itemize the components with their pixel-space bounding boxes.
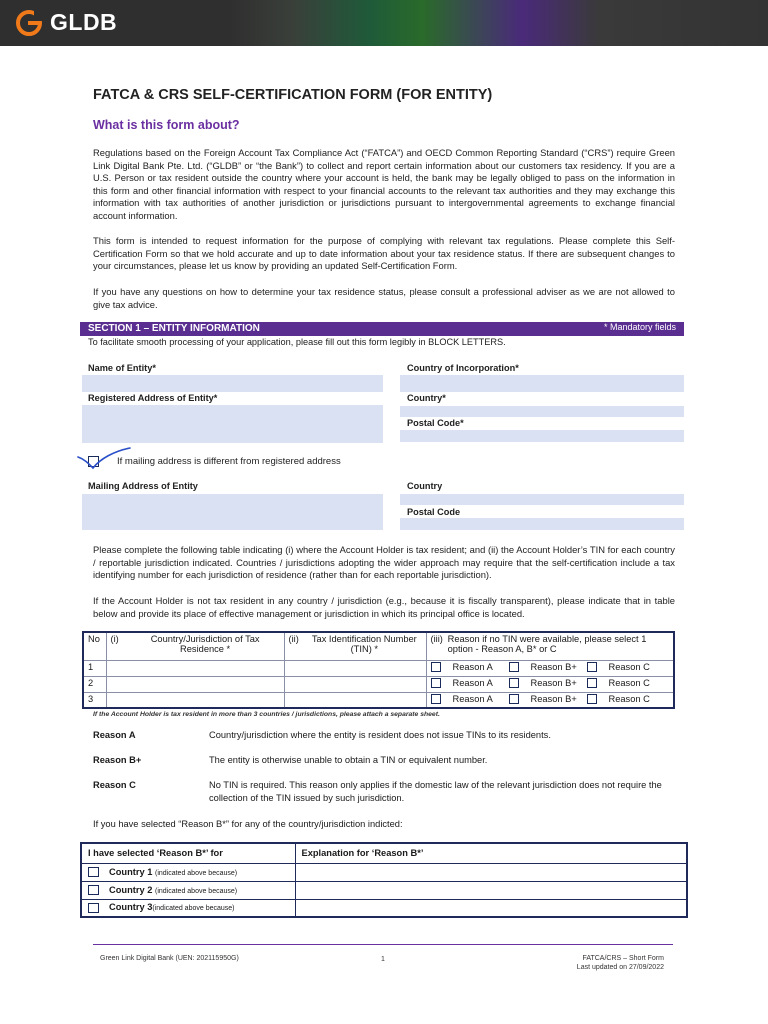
- tin-cell-1[interactable]: [284, 660, 426, 676]
- reason-b-definition: The entity is otherwise unable to obtain a TIN or equivalent number.: [209, 755, 488, 765]
- col-no: No: [83, 632, 106, 660]
- country-3-checkbox[interactable]: [88, 903, 99, 913]
- reason-a-term: Reason A: [93, 730, 136, 740]
- reason-a-definition: Country/jurisdiction where the entity is resident does not issue TINs to its residents.: [209, 730, 551, 740]
- section-1-header: [80, 322, 684, 336]
- tin-instructions-2: If the Account Holder is not tax resident in any country / jurisdiction (e.g., because it is fiscally transparent), please indicate that in table below and provide its place of effective management or jurisdiction in which its principal office is located.: [93, 595, 675, 619]
- reason-c-checkbox-2[interactable]: [587, 678, 597, 688]
- block-letters-note: To facilitate smooth processing of your application, please fill out this form legibly in BLOCK LETTERS.: [88, 337, 506, 347]
- postal-code-label: Postal Code*: [407, 418, 464, 428]
- table-row: Country 1 (indicated above because): [81, 863, 687, 881]
- country-label: Country*: [407, 393, 446, 403]
- country-2-checkbox[interactable]: [88, 885, 99, 895]
- country-cell-1[interactable]: [106, 660, 284, 676]
- intro-paragraph-2: This form is intended to request information for the purpose of complying with relevant tax regulations. Please complete this Self-Certification Form so that we hold accurate and up to date information about your tax residence status. If there are subsequent changes to your circumstances, please let us know by providing an updated Self-Certification Form.: [93, 235, 675, 272]
- footer-divider: [93, 944, 673, 945]
- reason-b-checkbox-3[interactable]: [509, 694, 519, 704]
- section-1-label: SECTION 1 – ENTITY INFORMATION: [88, 323, 260, 334]
- explanation-header: Explanation for ‘Reason B*’: [295, 843, 687, 863]
- mailing-postal-code-input[interactable]: [400, 518, 684, 530]
- explanation-input-2[interactable]: [295, 881, 687, 899]
- mailing-country-label: Country: [407, 481, 443, 491]
- mailing-address-input[interactable]: [82, 494, 383, 530]
- reason-c-checkbox-1[interactable]: [587, 662, 597, 672]
- name-of-entity-label: Name of Entity*: [88, 363, 156, 373]
- table-row: 1 Reason A Reason B+ Reason C: [83, 660, 674, 676]
- selected-for-header: I have selected ‘Reason B*’ for: [81, 843, 295, 863]
- table-row: 3 Reason A Reason B+ Reason C: [83, 692, 674, 708]
- country-of-incorporation-input[interactable]: [400, 375, 684, 392]
- reason-a-checkbox-2[interactable]: [431, 678, 441, 688]
- tin-table: [82, 631, 675, 709]
- col-reason: (iii) Reason if no TIN were available, please select 1 option - Reason A, B* or C: [426, 632, 674, 660]
- form-subtitle: What is this form about?: [93, 118, 240, 132]
- reason-b-selected-note: If you have selected “Reason B*” for any of the country/jurisdiction indicted:: [93, 819, 403, 829]
- country-cell-2[interactable]: [106, 676, 284, 692]
- explanation-input-3[interactable]: [295, 899, 687, 917]
- table-row: Country 3(indicated above because): [81, 899, 687, 917]
- explanation-input-1[interactable]: [295, 863, 687, 881]
- registered-address-input[interactable]: [82, 405, 383, 443]
- mailing-postal-code-label: Postal Code: [407, 507, 461, 517]
- col-country: (i) Country/Jurisdiction of Tax Residence *: [106, 632, 284, 660]
- name-of-entity-input[interactable]: [82, 375, 383, 392]
- reason-c-definition: No TIN is required. This reason only applies if the domestic law of the relevant jurisdiction does not require the collection of the TIN issued by such jurisdiction.: [209, 780, 662, 803]
- tin-cell-2[interactable]: [284, 676, 426, 692]
- mailing-different-label: If mailing address is different from registered address: [117, 456, 341, 467]
- reason-b-explanation-table: [80, 842, 688, 918]
- reason-a-checkbox-1[interactable]: [431, 662, 441, 672]
- tin-instructions-1: Please complete the following table indicating (i) where the Account Holder is tax resident; and (ii) the Account Holder’s TIN for each country / reportable jurisdiction indicated. Countries / jurisdictions adopting the wider approach may require that the self-certification include a tax identifying number for each jurisdiction of residence (rather than for each reportable jurisdiction).: [93, 544, 675, 581]
- tin-cell-3[interactable]: [284, 692, 426, 708]
- country-cell-3[interactable]: [106, 692, 284, 708]
- mailing-address-label: Mailing Address of Entity: [88, 481, 198, 491]
- col-tin: (ii) Tax Identification Number (TIN) *: [284, 632, 426, 660]
- postal-code-input[interactable]: [400, 430, 684, 442]
- gldb-logo-icon: [16, 10, 42, 36]
- page-number: 1: [381, 956, 385, 963]
- table-row: Country 2 (indicated above because): [81, 881, 687, 899]
- country-1-checkbox[interactable]: [88, 867, 99, 877]
- mailing-country-input[interactable]: [400, 494, 684, 505]
- reason-c-term: Reason C: [93, 780, 136, 790]
- brand-name: GLDB: [50, 9, 118, 35]
- footer-bank-uen: Green Link Digital Bank (UEN: 202115950G): [100, 955, 239, 962]
- country-input[interactable]: [400, 406, 684, 417]
- form-title: FATCA & CRS SELF-CERTIFICATION FORM (FOR ENTITY): [93, 87, 493, 103]
- table-row: 2 Reason A Reason B+ Reason C: [83, 676, 674, 692]
- page-header: [0, 0, 768, 46]
- tin-table-footnote: If the Account Holder is tax resident in more than 3 countries / jurisdictions, please attach a separate sheet.: [93, 711, 440, 718]
- reason-c-checkbox-3[interactable]: [587, 694, 597, 704]
- reason-b-term: Reason B+: [93, 755, 142, 765]
- reason-b-checkbox-1[interactable]: [509, 662, 519, 672]
- reason-b-checkbox-2[interactable]: [509, 678, 519, 688]
- mandatory-fields-note: * Mandatory fields: [603, 322, 676, 332]
- intro-paragraph-1: Regulations based on the Foreign Account Tax Compliance Act (“FATCA”) and OECD Common Reporting Standard (“CRS”) require Green Link Digital Bank Pte. Ltd. (“GLDB” or “the Bank”) to collect and report certain information about our customers tax residency. If you are a U.S. Person or tax resident outside the country where your account is held, the bank may be legally obliged to pass on the information in this form and other financial information with respect to your financial accounts to the relevant tax authorities and they may exchange this information with tax authorities of another jurisdiction or jurisdictions pursuant to intergovernmental agreements to exchange financial account information.: [93, 147, 675, 221]
- reason-a-checkbox-3[interactable]: [431, 694, 441, 704]
- registered-address-label: Registered Address of Entity*: [88, 393, 218, 403]
- country-of-incorporation-label: Country of Incorporation*: [407, 363, 519, 373]
- intro-paragraph-3: If you have any questions on how to determine your tax residence status, please consult a professional adviser as we are not allowed to give tax advice.: [93, 286, 675, 310]
- footer-form-info: FATCA/CRS – Short Form Last updated on 27/09/2022: [576, 955, 664, 971]
